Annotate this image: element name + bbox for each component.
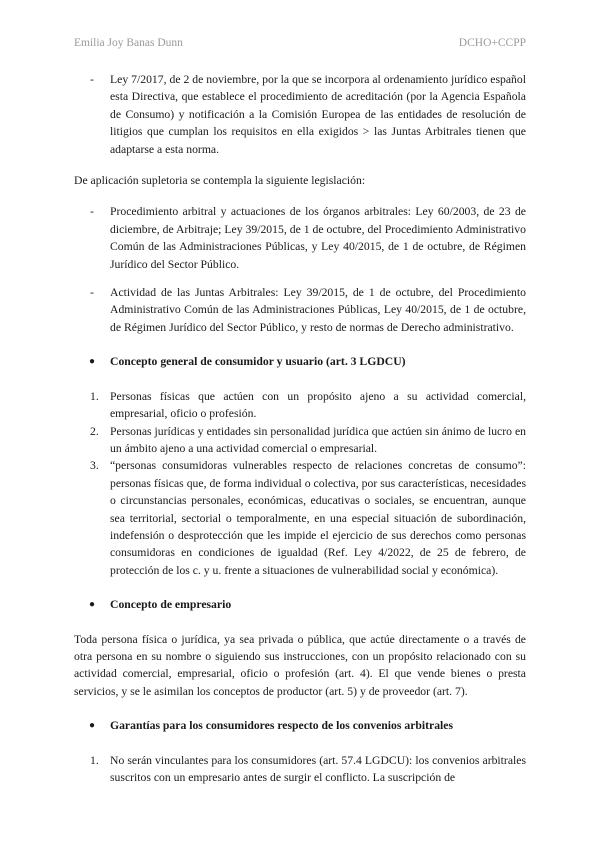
dash-item-ley-7-2017 — [74, 71, 526, 158]
dash-marker: - — [90, 286, 94, 300]
bullet-marker: ● — [89, 599, 96, 611]
consumidor-item-3 — [74, 457, 526, 579]
empresario-paragraph: Toda persona física o jurídica, ya sea privada o pública, que actúe directamente o a través de otra persona en su nombre o siguiendo sus instrucciones, con un propósito relacionado con su actividad comercial, empresarial, oficio o profesión (art. 4). El que vende bienes o presta servicios, y se le asimilan los conceptos de productor (art. 5) y de proveedor (art. 7). — [74, 632, 526, 698]
page-header — [74, 37, 526, 51]
list-number: 1. — [90, 389, 99, 403]
header-author: Emilia Joy Banas Dunn — [74, 37, 183, 49]
supletoria-intro: De aplicación supletoria se contempla la siguiente legislación: — [74, 174, 366, 188]
garantias-item-1 — [74, 752, 526, 787]
consumidor-item-2 — [74, 423, 526, 458]
list-number: 2. — [90, 424, 99, 438]
section-heading-empresario — [74, 596, 526, 613]
section-heading-garantias — [74, 717, 526, 734]
list-item-text: Personas físicas que actúen con un propósito ajeno a su actividad comercial, empresarial, oficio o profesión. — [110, 389, 526, 421]
consumidor-item-1 — [74, 388, 526, 423]
dash-item-text: Ley 7/2017, de 2 de noviembre, por la que se incorpora al ordenamiento jurídico español esta Directiva, que establece el procedimiento de acreditación (por la Agencia Española de Consumo) y notificación a la Comisión Europea de las entidades de resolución de litigios que cumplan los requisitos en ella exigidos > las Juntas Arbitrales tienen que adaptarse a esta norma. — [110, 73, 526, 156]
dash-marker: - — [90, 73, 94, 86]
dash-item-text: Procedimiento arbitral y actuaciones de los órganos arbitrales: Ley 60/2003, de 23 de diciembre, de Arbitraje; Ley 39/2015, de 1 de octubre, del Procedimiento Administrativo Común de las Administraciones Públicas, y Ley 40/2015, de 1 de octubre, de Régimen Jurídico del Sector Público. — [110, 205, 526, 271]
list-item-text: Personas jurídicas y entidades sin personalidad jurídica que actúen sin ánimo de lucro en un ámbito ajeno a una actividad comercial o empresarial. — [110, 424, 526, 455]
section-heading-text: Concepto general de consumidor y usuario (art. 3 LGDCU) — [110, 355, 406, 369]
dash-item-text: Actividad de las Juntas Arbitrales: Ley 39/2015, de 1 de octubre, del Procedimiento Administrativo Común de las Administraciones Públicas, Ley 40/2015, de 1 de octubre, de Régimen Jurídico del Sector Público, y resto de normas de Derecho administrativo. — [110, 286, 526, 334]
list-item-text: “personas consumidoras vulnerables respecto de relaciones concretas de consumo”: personas físicas que, de forma individual o colectiva, por sus características, necesidades o circunstancias personales, económicas, educativas o sociales, se encuentran, aunque sea territorial, sectorial o temporalmente, en una especial situación de subordinación, indefensión o desprotección que les impide el ejercicio de sus derechos como personas consumidoras en condiciones de igualdad (Ref. Ley 4/2022, de 25 de febrero, de protección de los c. y u. frente a situaciones de vulnerabilidad social y económica). — [110, 459, 526, 577]
section-heading-text: Concepto de empresario — [110, 598, 232, 612]
list-item-text: No serán vinculantes para los consumidores (art. 57.4 LGDCU): los convenios arbitrales suscritos con un empresario antes de surgir el conflicto. La suscripción de — [110, 753, 526, 784]
bullet-marker: ● — [89, 356, 96, 368]
section-heading-consumidor — [74, 353, 526, 370]
dash-item-actividad-juntas — [74, 284, 526, 336]
bullet-marker: ● — [89, 720, 96, 732]
section-heading-text: Garantías para los consumidores respecto de los convenios arbitrales — [110, 719, 454, 733]
list-number: 3. — [90, 459, 99, 473]
dash-marker: - — [90, 205, 94, 219]
list-number: 1. — [90, 753, 99, 767]
dash-item-procedimiento-arbitral — [74, 203, 526, 273]
document-body — [74, 71, 526, 786]
header-course: DCHO+CCPP — [458, 37, 526, 49]
